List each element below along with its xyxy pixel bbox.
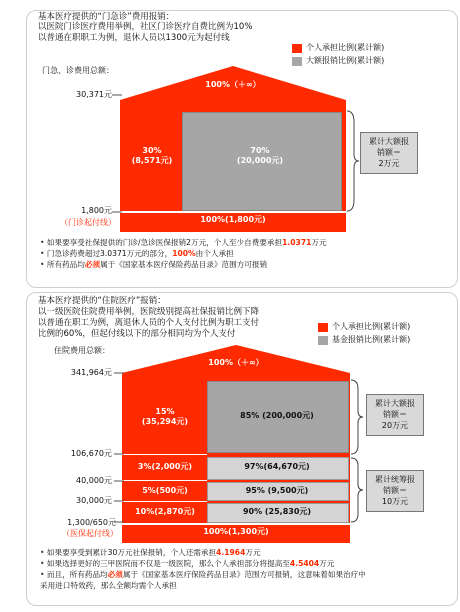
panel1-tick-top: 30,371元 <box>76 90 112 99</box>
legend2-personal-swatch <box>318 323 328 332</box>
panel1-desc2: 以普通在职职工为例，退休人员以1300元为起付线 <box>38 33 230 43</box>
panel1-desc1: 以医院门诊医疗费用举例，社区门诊医疗自费比例为10% <box>38 22 253 32</box>
panel2-row3-left: 5%(500元) <box>142 486 188 495</box>
panel2-sep-2 <box>122 480 207 481</box>
panel2-note-3: • 而且，所有药品均必须属于《国家基本医疗保险药品目录》范围方可报销，这意味着如果治疗中 <box>40 570 366 579</box>
panel1-note-3: • 所有药品均必须属于《国家基本医疗保险药品目录》范围方可报销 <box>40 260 268 269</box>
panel2-threshold-tag: （医保起付线） <box>62 529 118 538</box>
panel2-axis-title: 住院费用总额： <box>54 346 110 355</box>
legend-personal: 个人承担比例(累计额) <box>306 43 385 52</box>
panel2-tick-5: 1,300/650元 <box>67 518 116 527</box>
panel1-roof-label: 100%（＋∞） <box>205 80 261 89</box>
legend-major-swatch <box>292 57 302 66</box>
legend-personal-swatch <box>292 44 302 53</box>
panel1-note-1: • 如果要享受社保提供的门诊/急诊医保报销2万元，个人至少自费要承担1.0371万元 <box>40 238 327 247</box>
panel2-desc3: 比例的60%，但起付线以下的部分相同均为个人支付 <box>38 329 236 339</box>
panel2-side-box-1: 累计大额报 销额＝ 20万元 <box>366 394 424 436</box>
panel2-title: 基本医疗提供的“住院医疗”报销： <box>38 296 166 306</box>
panel2-tick-3: 40,000元 <box>76 476 112 485</box>
panel1-threshold-tag: （门诊起付线） <box>60 218 116 227</box>
panel2-note-2: • 如果选择更好的三甲医院而不仅是一级医院，那么个人承担部分将提高至4.5404万元 <box>40 559 335 568</box>
panel2-row1-left: 15% (35,294元) <box>141 407 189 426</box>
legend2-personal: 个人承担比例(累计额) <box>332 322 411 331</box>
legend-major: 大额报销比例(累计额) <box>306 56 385 65</box>
panel1-axis-title: 门急、诊费用总额： <box>42 66 114 75</box>
panel2-tick-1: 341,964元 <box>70 368 112 377</box>
panel2-axis-ticks <box>114 372 124 524</box>
panel1-right-label: 70% (20,000元) <box>236 146 284 165</box>
panel2-roof-label: 100%（＋∞） <box>208 358 264 367</box>
legend2-fund: 基金报销比例(累计额) <box>332 335 411 344</box>
panel1-bottom-label: 100%(1,800元) <box>200 215 266 224</box>
legend2-fund-swatch <box>318 336 328 345</box>
panel1-tick-bottom: 1,800元 <box>81 206 112 215</box>
panel2-tick-4: 30,000元 <box>76 496 112 505</box>
panel2-row4-left: 10%(2,870元) <box>135 507 195 516</box>
panel2-desc1: 以一级医院住院费用举例，医院级别提高社保报销比例下降 <box>38 307 260 317</box>
panel2-row1-right: 85% (200,000元) <box>240 411 314 420</box>
panel2-brace-1 <box>350 379 364 455</box>
panel2-sep-3 <box>122 501 207 502</box>
panel1-axis-ticks <box>112 94 122 216</box>
panel1-title: 基本医疗提供的“门急诊”费用报销： <box>38 12 175 22</box>
panel2-row4-right: 90% (25,830元) <box>242 507 312 516</box>
panel1-brace <box>346 110 360 212</box>
panel2-sep-1 <box>122 454 207 455</box>
panel1-side-box: 累计大额报 销额＝ 2万元 <box>360 132 418 174</box>
panel2-note-1: • 如果要享受到累计30万元社保报销，个人还需承担4.1964万元 <box>40 548 261 557</box>
panel2-bottom-label: 100%(1,300元) <box>203 527 269 536</box>
panel2-side-box-2: 累计统筹报 销额＝ 10万元 <box>366 470 424 512</box>
panel1-note-2: • 门急诊药费超过3.0371万元的部分，100%由个人承担 <box>40 249 234 258</box>
panel2-row2-left: 3%(2,000元) <box>137 462 193 471</box>
panel2-row2-right: 97%(64,670元) <box>244 462 310 471</box>
panel2-row3-right: 95% (9,500元) <box>245 486 309 495</box>
panel1-left-label: 30% (8,571元) <box>131 146 173 165</box>
panel2-note-4: 采用进口特效药，那么全额均需个人承担 <box>40 581 177 590</box>
panel2-brace-2 <box>350 457 364 523</box>
panel2-desc2: 以普通在职工为例，离退休人员的个人支付比例为职工支付 <box>38 318 260 328</box>
panel2-tick-2: 106,670元 <box>70 449 112 458</box>
